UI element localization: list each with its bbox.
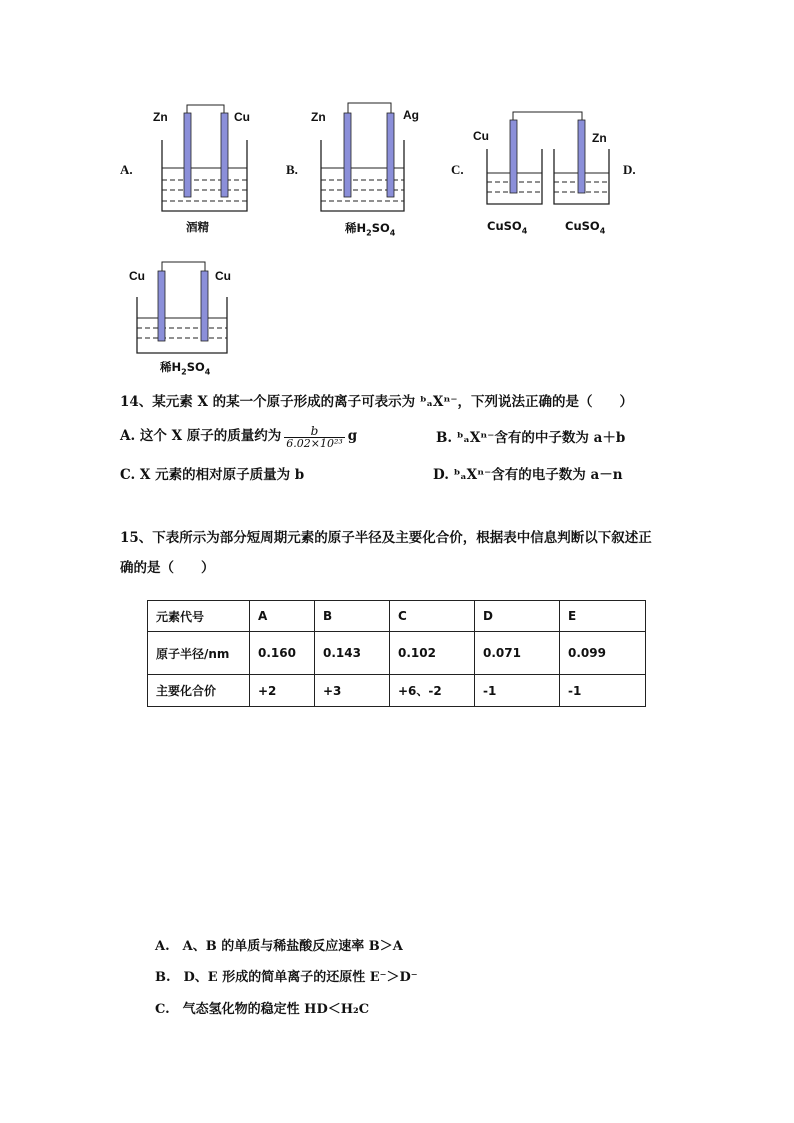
- table-header-cell: D: [475, 601, 560, 632]
- table-cell: 0.099: [560, 632, 646, 675]
- table-row: [148, 632, 646, 675]
- option-d-label: D.: [623, 162, 636, 177]
- cell-a-solution: 酒精: [186, 220, 209, 234]
- table-cell: 主要化合价: [148, 675, 250, 707]
- table-header-cell: C: [390, 601, 475, 632]
- cell-diagrams: [0, 0, 794, 400]
- table-header-cell: 元素代号: [148, 601, 250, 632]
- q15-stem-line2: 确的是（ ）: [120, 560, 215, 576]
- q15-option-a: A. A、B 的单质与稀盐酸反应速率 B＞A: [155, 939, 403, 954]
- table-cell: -1: [560, 675, 646, 707]
- table-cell: +2: [250, 675, 315, 707]
- cell-c-solution-left: CuSO$_4$: [487, 219, 528, 236]
- q14-option-a-prefix: A. 这个 X 原子的质量约为: [120, 428, 282, 445]
- table-cell: +6、-2: [390, 675, 475, 707]
- q14-stem: 14、某元素 X 的某一个原子形成的离子可表示为 ᵇₐXⁿ⁻，下列说法正确的是（ ）: [120, 394, 633, 410]
- table-cell: 0.160: [250, 632, 315, 675]
- table-header-cell: B: [315, 601, 390, 632]
- cell-b: [321, 103, 404, 211]
- option-b-label: B.: [286, 162, 298, 177]
- q15-option-c: C. 气态氢化物的稳定性 HD＜H₂C: [155, 1002, 370, 1017]
- table-cell: +3: [315, 675, 390, 707]
- cell-d-solution: 稀$H_2SO_4$: [160, 360, 211, 377]
- cell-a-left-electrode: Zn: [153, 110, 168, 124]
- table-cell: 原子半径/nm: [148, 632, 250, 675]
- element-table: [147, 600, 646, 707]
- cell-b-solution: 稀$H_2SO_4$: [345, 221, 396, 238]
- cell-d: [137, 262, 227, 353]
- table-header-cell: E: [560, 601, 646, 632]
- cell-d-right-electrode: Cu: [215, 269, 231, 283]
- q14-option-b: B. ᵇₐXⁿ⁻含有的中子数为 a＋b: [436, 430, 626, 446]
- table-header-row: [148, 601, 646, 632]
- table-cell: 0.102: [390, 632, 475, 675]
- table-row: [148, 675, 646, 707]
- table-cell: 0.143: [315, 632, 390, 675]
- mass-fraction: [284, 425, 345, 449]
- q15-stem-line1: 15、下表所示为部分短周期元素的原子半径及主要化合价，根据表中信息判断以下叙述正: [120, 530, 652, 546]
- option-a-label: A.: [120, 162, 133, 177]
- cell-b-left-electrode: Zn: [311, 110, 326, 124]
- fraction-numerator: b: [284, 425, 345, 438]
- cell-c-solution-right: CuSO$_4$: [565, 219, 606, 236]
- cell-c: [487, 112, 609, 204]
- q14-option-d: D. ᵇₐXⁿ⁻含有的电子数为 a－n: [433, 467, 623, 483]
- cell-c-left-electrode: Cu: [473, 129, 489, 143]
- cell-d-left-electrode: Cu: [129, 269, 145, 283]
- cell-a-right-electrode: Cu: [234, 110, 250, 124]
- table-cell: 0.071: [475, 632, 560, 675]
- q14-option-a: [120, 425, 357, 449]
- q14-option-a-unit: g: [347, 428, 358, 445]
- table-cell: -1: [475, 675, 560, 707]
- option-c-label: C.: [451, 162, 464, 177]
- table-header-cell: A: [250, 601, 315, 632]
- cell-c-right-electrode: Zn: [592, 131, 607, 145]
- q14-option-c: C. X 元素的相对原子质量为 b: [120, 467, 305, 483]
- fraction-denominator: 6.02×10²³: [286, 437, 343, 450]
- q15-option-b: B. D、E 形成的简单离子的还原性 E⁻＞D⁻: [155, 970, 418, 985]
- cell-b-right-electrode: Ag: [403, 108, 419, 122]
